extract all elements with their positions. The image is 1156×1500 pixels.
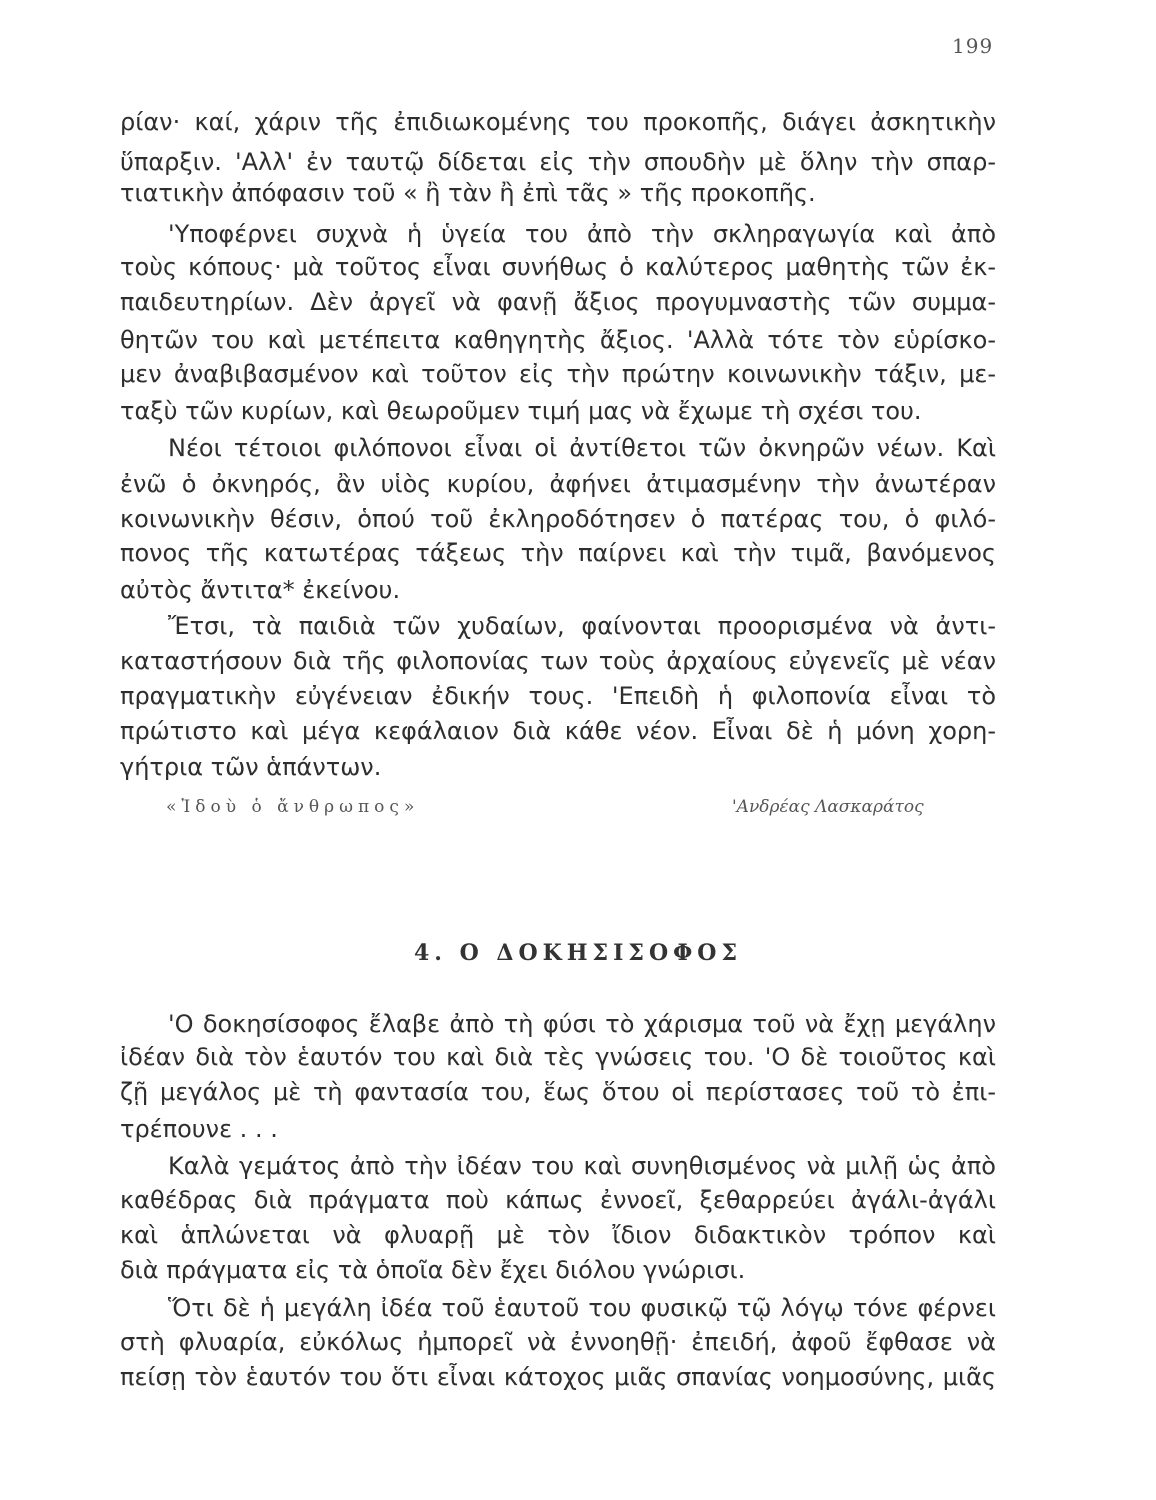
text-line: πείσῃ τὸν ἑαυτόν του ὅτι εἶναι κάτοχος μιᾶς σπανίας νοημοσύνης, μιᾶς — [120, 1363, 996, 1391]
text-line: ταξὺ τῶν κυρίων, καὶ θεωροῦμεν τιμή μας νὰ ἔχωμε τὴ σχέσι του. — [120, 397, 922, 425]
text-line: Καλὰ γεμάτος ἀπὸ τὴν ἰδέαν του καὶ συνηθισμένος νὰ μιλῇ ὡς ἀπὸ — [168, 1152, 996, 1180]
text-line: πραγματικὴν εὐγένειαν ἐδικήν τους. 'Επειδὴ ἡ φιλοπονία εἶναι τὸ — [120, 682, 996, 710]
text-line: 'Ο δοκησίσοφος ἔλαβε ἀπὸ τὴ φύσι τὸ χάρισμα τοῦ νὰ ἔχῃ μεγάλην — [168, 1010, 996, 1038]
text-line: ἰδέαν διὰ τὸν ἑαυτόν του καὶ διὰ τὲς γνώσεις του. 'Ο δὲ τοιοῦτος καὶ — [120, 1043, 996, 1071]
text-line: πρώτιστο καὶ μέγα κεφάλαιον διὰ κάθε νέον. Εἶναι δὲ ἡ μόνη χορη- — [120, 717, 996, 745]
text-line: καταστήσουν διὰ τῆς φιλοπονίας των τοὺς ἀρχαίους εὐγενεῖς μὲ νέαν — [120, 647, 996, 675]
text-line: πονος τῆς κατωτέρας τάξεως τὴν παίρνει καὶ τὴν τιμᾶ, βανόμενος — [120, 539, 996, 567]
text-line: ζῇ μεγάλος μὲ τὴ φαντασία του, ἕως ὅτου οἱ περίστασες τοῦ τὸ ἐπι- — [120, 1078, 996, 1106]
section-heading: 4. Ο ΔΟΚΗΣΙΣΟΦΟΣ — [413, 940, 743, 966]
text-line: τοὺς κόπους· μὰ τοῦτος εἶναι συνήθως ὁ καλύτερος μαθητὴς τῶν ἐκ- — [120, 253, 996, 281]
text-line: 'Υποφέρνει συχνὰ ἡ ὑγεία του ἀπὸ τὴν σκληραγωγία καὶ ἀπὸ — [168, 220, 996, 248]
text-line: τρέπουνε . . . — [120, 1115, 278, 1143]
citation-work-title: «Ἰδοὺ ὁ ἄνθρωπος» — [166, 797, 420, 817]
text-line: Ἔτσι, τὰ παιδιὰ τῶν χυδαίων, φαίνονται προορισμένα νὰ ἀντι- — [168, 612, 996, 640]
text-line: ρίαν· καί, χάριν τῆς ἐπιδιωκομένης του προκοπῆς, διάγει ἀσκητικὴν — [120, 108, 996, 136]
text-line: θητῶν του καὶ μετέπειτα καθηγητὴς ἄξιος. 'Αλλὰ τότε τὸν εὑρίσκο- — [120, 326, 996, 354]
text-line: αὐτὸς ἄντιτα* ἐκείνου. — [120, 576, 401, 604]
text-line: ὕπαρξιν. 'Αλλ' ἐν ταυτῷ δίδεται εἰς τὴν σπουδὴν μὲ ὅλην τὴν σπαρ- — [120, 148, 996, 176]
text-line: παιδευτηρίων. Δὲν ἀργεῖ νὰ φανῇ ἄξιος προγυμναστὴς τῶν συμμα- — [120, 288, 996, 316]
text-line: μεν ἀναβιβασμένον καὶ τοῦτον εἰς τὴν πρώτην κοινωνικὴν τάξιν, με- — [120, 360, 996, 388]
text-line: διὰ πράγματα εἰς τὰ ὁποῖα δὲν ἔχει διόλου γνώρισι. — [120, 1256, 746, 1284]
text-line: στὴ φλυαρία, εὐκόλως ἠμπορεῖ νὰ ἐννοηθῇ· ἐπειδή, ἀφοῦ ἔφθασε νὰ — [120, 1328, 996, 1356]
text-line: Ὅτι δὲ ἡ μεγάλη ἰδέα τοῦ ἑαυτοῦ του φυσικῷ τῷ λόγῳ τόνε φέρνει — [168, 1294, 996, 1322]
citation-author: 'Ανδρέας Λασκαράτος — [732, 797, 924, 817]
text-line: ἐνῶ ὁ ὀκνηρός, ἂν υἱὸς κυρίου, ἀφήνει ἀτιμασμένην τὴν ἀνωτέραν — [120, 470, 996, 498]
page-number: 199 — [952, 34, 994, 58]
text-line: καὶ ἁπλώνεται νὰ φλυαρῇ μὲ τὸν ἴδιον διδακτικὸν τρόπον καὶ — [120, 1221, 996, 1249]
text-line: καθέδρας διὰ πράγματα ποὺ κάπως ἐννοεῖ, ξεθαρρεύει ἀγάλι-ἀγάλι — [120, 1186, 996, 1214]
text-line: γήτρια τῶν ἁπάντων. — [120, 753, 382, 781]
text-line: κοινωνικὴν θέσιν, ὁπού τοῦ ἐκληροδότησεν ὁ πατέρας του, ὁ φιλό- — [120, 505, 996, 533]
text-line: τιατικὴν ἀπόφασιν τοῦ « ἢ τὰν ἢ ἐπὶ τᾶς » τῆς προκοπῆς. — [120, 179, 816, 207]
text-line: Νέοι τέτοιοι φιλόπονοι εἶναι οἱ ἀντίθετοι τῶν ὀκνηρῶν νέων. Καὶ — [168, 434, 996, 462]
